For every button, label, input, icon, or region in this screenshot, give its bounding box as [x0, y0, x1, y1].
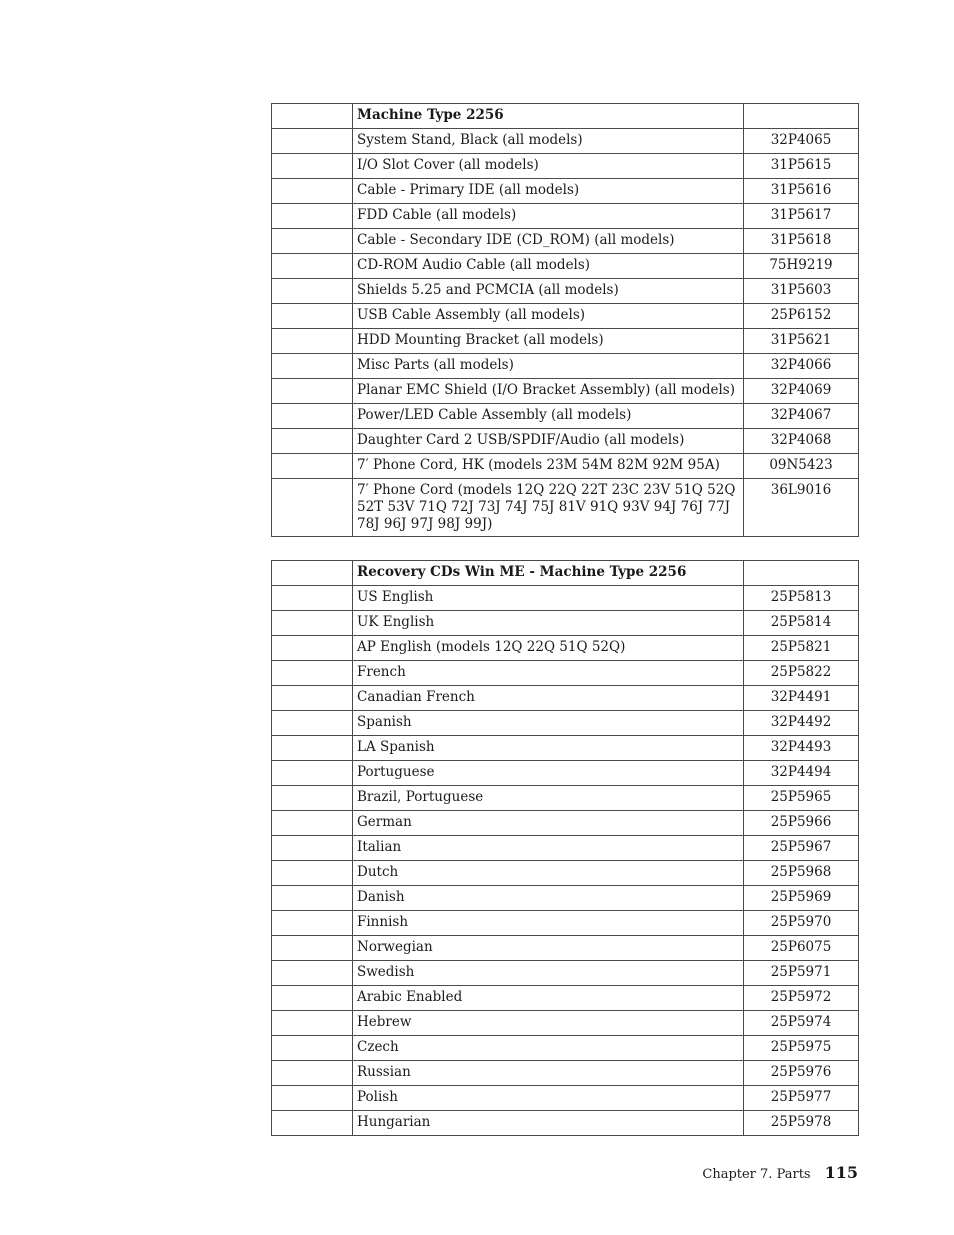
part-description: Planar EMC Shield (I/O Bracket Assembly) (all models): [353, 379, 744, 404]
index-cell: [272, 561, 353, 586]
table-row: [272, 1011, 859, 1036]
part-description: Italian: [353, 836, 744, 861]
index-cell: [272, 429, 353, 454]
index-cell: [272, 154, 353, 179]
index-cell: [272, 886, 353, 911]
part-description: CD-ROM Audio Cable (all models): [353, 254, 744, 279]
part-number: 25P6152: [744, 304, 859, 329]
table-row: [272, 404, 859, 429]
index-cell: [272, 861, 353, 886]
table-row: [272, 811, 859, 836]
part-description: Hungarian: [353, 1111, 744, 1136]
part-number: 25P5968: [744, 861, 859, 886]
index-cell: [272, 354, 353, 379]
table-row: [272, 736, 859, 761]
part-description: Canadian French: [353, 686, 744, 711]
page-number: 115: [824, 1163, 858, 1182]
part-description: Czech: [353, 1036, 744, 1061]
index-cell: [272, 279, 353, 304]
part-number: 32P4069: [744, 379, 859, 404]
index-cell: [272, 404, 353, 429]
table-title: Recovery CDs Win ME - Machine Type 2256: [353, 561, 744, 586]
table-row: [272, 711, 859, 736]
table-header-row: [272, 561, 859, 586]
index-cell: [272, 129, 353, 154]
table-row: [272, 1086, 859, 1111]
part-number: 25P5966: [744, 811, 859, 836]
part-number: 09N5423: [744, 454, 859, 479]
index-cell: [272, 736, 353, 761]
index-cell: [272, 1111, 353, 1136]
part-number: 32P4493: [744, 736, 859, 761]
part-description: Misc Parts (all models): [353, 354, 744, 379]
table-row: [272, 229, 859, 254]
part-number: 31P5603: [744, 279, 859, 304]
part-number: 25P5977: [744, 1086, 859, 1111]
index-cell: [272, 104, 353, 129]
index-cell: [272, 961, 353, 986]
table-row: [272, 204, 859, 229]
table-row: [272, 861, 859, 886]
part-number: 25P5976: [744, 1061, 859, 1086]
part-number: 25P5822: [744, 661, 859, 686]
table-title: Machine Type 2256: [353, 104, 744, 129]
part-number: 32P4067: [744, 404, 859, 429]
part-number: 25P5978: [744, 1111, 859, 1136]
index-cell: [272, 304, 353, 329]
table-row: [272, 429, 859, 454]
part-number: 36L9016: [744, 479, 859, 537]
table-row: [272, 304, 859, 329]
part-number: 31P5617: [744, 204, 859, 229]
part-number: 32P4065: [744, 129, 859, 154]
part-description: Daughter Card 2 USB/SPDIF/Audio (all models): [353, 429, 744, 454]
part-description: Spanish: [353, 711, 744, 736]
part-description: FDD Cable (all models): [353, 204, 744, 229]
table-row: [272, 379, 859, 404]
index-cell: [272, 229, 353, 254]
index-cell: [272, 179, 353, 204]
table-row: [272, 911, 859, 936]
index-cell: [272, 636, 353, 661]
index-cell: [272, 611, 353, 636]
table-row: [272, 1061, 859, 1086]
part-number: 32P4491: [744, 686, 859, 711]
table-row: [272, 836, 859, 861]
table-row: [272, 279, 859, 304]
index-cell: [272, 204, 353, 229]
part-description: USB Cable Assembly (all models): [353, 304, 744, 329]
table-row: [272, 329, 859, 354]
index-cell: [272, 586, 353, 611]
table-row: [272, 961, 859, 986]
table-row: [272, 661, 859, 686]
table-row: [272, 254, 859, 279]
index-cell: [272, 911, 353, 936]
part-description: AP English (models 12Q 22Q 51Q 52Q): [353, 636, 744, 661]
index-cell: [272, 986, 353, 1011]
table-row: [272, 936, 859, 961]
part-description: Swedish: [353, 961, 744, 986]
part-number: 25P5975: [744, 1036, 859, 1061]
recovery-cds-table: [271, 560, 859, 1136]
table-row: [272, 886, 859, 911]
table-row: [272, 686, 859, 711]
table-row: [272, 1111, 859, 1136]
part-number: 32P4492: [744, 711, 859, 736]
index-cell: [272, 686, 353, 711]
part-number-header-cell: [744, 104, 859, 129]
part-description: US English: [353, 586, 744, 611]
table-row: [272, 479, 859, 537]
index-cell: [272, 1011, 353, 1036]
part-number: 25P5972: [744, 986, 859, 1011]
index-cell: [272, 1061, 353, 1086]
part-description: I/O Slot Cover (all models): [353, 154, 744, 179]
part-description: 7′ Phone Cord (models 12Q 22Q 22T 23C 23V 51Q 52Q 52T 53V 71Q 72J 73J 74J 75J 81V 91Q 93V 94J 76J 77J 78J 96J 97J 98J 99J): [353, 479, 744, 537]
table-row: [272, 636, 859, 661]
table-row: [272, 611, 859, 636]
part-description: Finnish: [353, 911, 744, 936]
part-number: 25P5969: [744, 886, 859, 911]
page-footer: [702, 1163, 858, 1182]
part-number: 25P5965: [744, 786, 859, 811]
index-cell: [272, 661, 353, 686]
index-cell: [272, 1036, 353, 1061]
part-description: Danish: [353, 886, 744, 911]
part-description: Shields 5.25 and PCMCIA (all models): [353, 279, 744, 304]
table-row: [272, 129, 859, 154]
part-description: Cable - Secondary IDE (CD_ROM) (all models): [353, 229, 744, 254]
part-number: 31P5621: [744, 329, 859, 354]
part-number: 32P4066: [744, 354, 859, 379]
part-description: Portuguese: [353, 761, 744, 786]
index-cell: [272, 811, 353, 836]
table-row: [272, 986, 859, 1011]
part-description: French: [353, 661, 744, 686]
index-cell: [272, 479, 353, 537]
index-cell: [272, 936, 353, 961]
part-description: German: [353, 811, 744, 836]
part-description: UK English: [353, 611, 744, 636]
part-description: 7′ Phone Cord, HK (models 23M 54M 82M 92M 95A): [353, 454, 744, 479]
part-number: 32P4068: [744, 429, 859, 454]
part-number: 25P5970: [744, 911, 859, 936]
table-row: [272, 761, 859, 786]
part-description: Cable - Primary IDE (all models): [353, 179, 744, 204]
table-header-row: [272, 104, 859, 129]
table-row: [272, 454, 859, 479]
part-number: 25P5967: [744, 836, 859, 861]
index-cell: [272, 329, 353, 354]
part-number: 25P5971: [744, 961, 859, 986]
part-number: 25P5814: [744, 611, 859, 636]
chapter-label: Chapter 7. Parts: [702, 1167, 811, 1182]
index-cell: [272, 454, 353, 479]
part-number: 25P5821: [744, 636, 859, 661]
part-description: System Stand, Black (all models): [353, 129, 744, 154]
table-row: [272, 154, 859, 179]
part-description: Dutch: [353, 861, 744, 886]
part-description: Norwegian: [353, 936, 744, 961]
part-number: 75H9219: [744, 254, 859, 279]
index-cell: [272, 1086, 353, 1111]
part-description: LA Spanish: [353, 736, 744, 761]
part-number-header-cell: [744, 561, 859, 586]
index-cell: [272, 761, 353, 786]
index-cell: [272, 254, 353, 279]
part-number: 25P5813: [744, 586, 859, 611]
table-row: [272, 786, 859, 811]
index-cell: [272, 786, 353, 811]
part-description: HDD Mounting Bracket (all models): [353, 329, 744, 354]
part-number: 32P4494: [744, 761, 859, 786]
part-number: 25P6075: [744, 936, 859, 961]
table-row: [272, 586, 859, 611]
table-body: [272, 104, 859, 537]
machine-type-parts-table: [271, 103, 859, 537]
part-description: Russian: [353, 1061, 744, 1086]
index-cell: [272, 836, 353, 861]
part-description: Polish: [353, 1086, 744, 1111]
part-number: 31P5616: [744, 179, 859, 204]
table-row: [272, 354, 859, 379]
part-number: 31P5618: [744, 229, 859, 254]
index-cell: [272, 711, 353, 736]
table-row: [272, 179, 859, 204]
part-description: Arabic Enabled: [353, 986, 744, 1011]
part-number: 25P5974: [744, 1011, 859, 1036]
part-description: Brazil, Portuguese: [353, 786, 744, 811]
index-cell: [272, 379, 353, 404]
table-row: [272, 1036, 859, 1061]
part-description: Power/LED Cable Assembly (all models): [353, 404, 744, 429]
part-description: Hebrew: [353, 1011, 744, 1036]
table-body: [272, 561, 859, 1136]
part-number: 31P5615: [744, 154, 859, 179]
